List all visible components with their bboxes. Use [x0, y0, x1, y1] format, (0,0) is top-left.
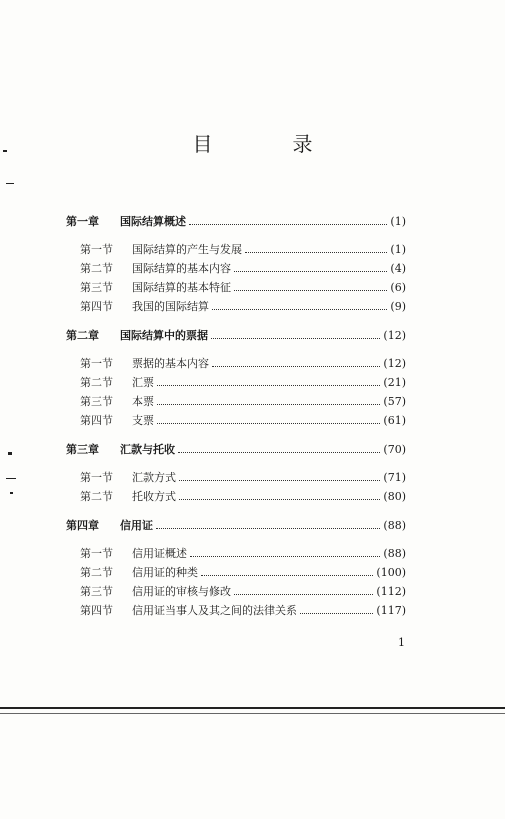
toc-entry-number: 第一节 [80, 471, 113, 484]
scan-speck [8, 452, 12, 455]
toc-entry-number: 第三节 [80, 585, 113, 598]
toc-entry-number: 第四章 [66, 519, 99, 532]
toc-entry-title: 信用证概述 [132, 547, 187, 560]
scan-speck [3, 150, 7, 152]
toc-entry-number: 第二节 [80, 566, 113, 579]
toc-entry-number: 第四节 [80, 414, 113, 427]
toc-entry-title: 国际结算的基本特征 [132, 281, 231, 294]
toc-entry-number: 第二节 [80, 490, 113, 503]
toc-entry-page: (1) [390, 242, 406, 256]
toc-chapter-row [66, 326, 406, 344]
dot-leader [156, 528, 380, 529]
toc-entry-page: (117) [376, 603, 406, 617]
toc-entry-page: (12) [383, 356, 406, 370]
toc-entry-title: 票据的基本内容 [132, 357, 209, 370]
bottom-rule-thin [0, 713, 505, 714]
toc-entry-number: 第二章 [66, 329, 99, 342]
toc-entry-number: 第四节 [80, 300, 113, 313]
dot-leader [201, 575, 373, 576]
toc-entry-title: 信用证的种类 [132, 566, 198, 579]
dot-leader [212, 309, 387, 310]
scan-speck [10, 492, 13, 494]
toc-entry-title: 我国的国际结算 [132, 300, 209, 313]
toc-section-row [66, 392, 406, 410]
toc-entry-number: 第一节 [80, 357, 113, 370]
toc-chapter-row [66, 212, 406, 230]
toc-entry-title: 信用证当事人及其之间的法律关系 [132, 604, 297, 617]
toc-section-row [66, 354, 406, 372]
toc-entry-page: (80) [383, 489, 406, 503]
toc-entry-page: (88) [383, 518, 406, 532]
toc-section-row [66, 544, 406, 562]
toc-entry-title: 本票 [132, 395, 154, 408]
toc-entry-title: 国际结算概述 [120, 215, 186, 228]
toc-section-row [66, 487, 406, 505]
toc-section-row [66, 601, 406, 619]
dot-leader [234, 594, 373, 595]
dot-leader [178, 452, 380, 453]
toc-entry-page: (6) [390, 280, 406, 294]
toc-section-row [66, 278, 406, 296]
toc-entry-page: (1) [390, 214, 406, 228]
scan-speck [6, 183, 14, 184]
toc-section-row [66, 563, 406, 581]
toc-entry-page: (12) [383, 328, 406, 342]
toc-entry-title: 托收方式 [132, 490, 176, 503]
dot-leader [190, 556, 380, 557]
toc-entry-number: 第一节 [80, 547, 113, 560]
dot-leader [179, 480, 380, 481]
toc-section-row [66, 373, 406, 391]
toc-entry-number: 第三章 [66, 443, 99, 456]
dot-leader [157, 404, 380, 405]
toc-entry-page: (61) [383, 413, 406, 427]
toc-entry-title: 信用证的审核与修改 [132, 585, 231, 598]
page-title: 目 录 [192, 132, 343, 156]
dot-leader [179, 499, 380, 500]
toc-entry-number: 第一节 [80, 243, 113, 256]
dot-leader [212, 366, 380, 367]
toc-entry-title: 汇款与托收 [120, 443, 175, 456]
page-number: 1 [398, 636, 405, 649]
bottom-rule [0, 707, 505, 709]
dot-leader [157, 423, 380, 424]
toc-entry-number: 第三节 [80, 395, 113, 408]
dot-leader [300, 613, 373, 614]
toc-entry-page: (100) [376, 565, 406, 579]
toc-entry-number: 第四节 [80, 604, 113, 617]
toc-entry-page: (88) [383, 546, 406, 560]
toc-entry-number: 第二节 [80, 262, 113, 275]
toc-entry-title: 国际结算的基本内容 [132, 262, 231, 275]
toc-section-row [66, 297, 406, 315]
toc-entry-number: 第一章 [66, 215, 99, 228]
toc-entry-page: (57) [383, 394, 406, 408]
toc-entry-number: 第三节 [80, 281, 113, 294]
dot-leader [234, 290, 387, 291]
toc-entry-page: (21) [383, 375, 406, 389]
toc-entry-title: 国际结算中的票据 [120, 329, 208, 342]
toc-entry-number: 第二节 [80, 376, 113, 389]
toc-section-row [66, 240, 406, 258]
toc-entry-page: (71) [383, 470, 406, 484]
dot-leader [245, 252, 387, 253]
dot-leader [189, 224, 387, 225]
toc-entry-page: (70) [383, 442, 406, 456]
toc-chapter-row [66, 440, 406, 458]
toc-section-row [66, 468, 406, 486]
toc-entry-title: 信用证 [120, 519, 153, 532]
toc-chapter-row [66, 516, 406, 534]
scan-speck [6, 478, 16, 479]
toc-entry-page: (4) [390, 261, 406, 275]
toc-entry-page: (112) [376, 584, 406, 598]
toc-entry-title: 国际结算的产生与发展 [132, 243, 242, 256]
toc-section-row [66, 411, 406, 429]
dot-leader [234, 271, 387, 272]
toc-section-row [66, 582, 406, 600]
toc-entry-title: 汇票 [132, 376, 154, 389]
toc-entry-title: 支票 [132, 414, 154, 427]
dot-leader [157, 385, 380, 386]
toc-section-row [66, 259, 406, 277]
toc-entry-page: (9) [390, 299, 406, 313]
toc-entry-title: 汇款方式 [132, 471, 176, 484]
dot-leader [211, 338, 380, 339]
